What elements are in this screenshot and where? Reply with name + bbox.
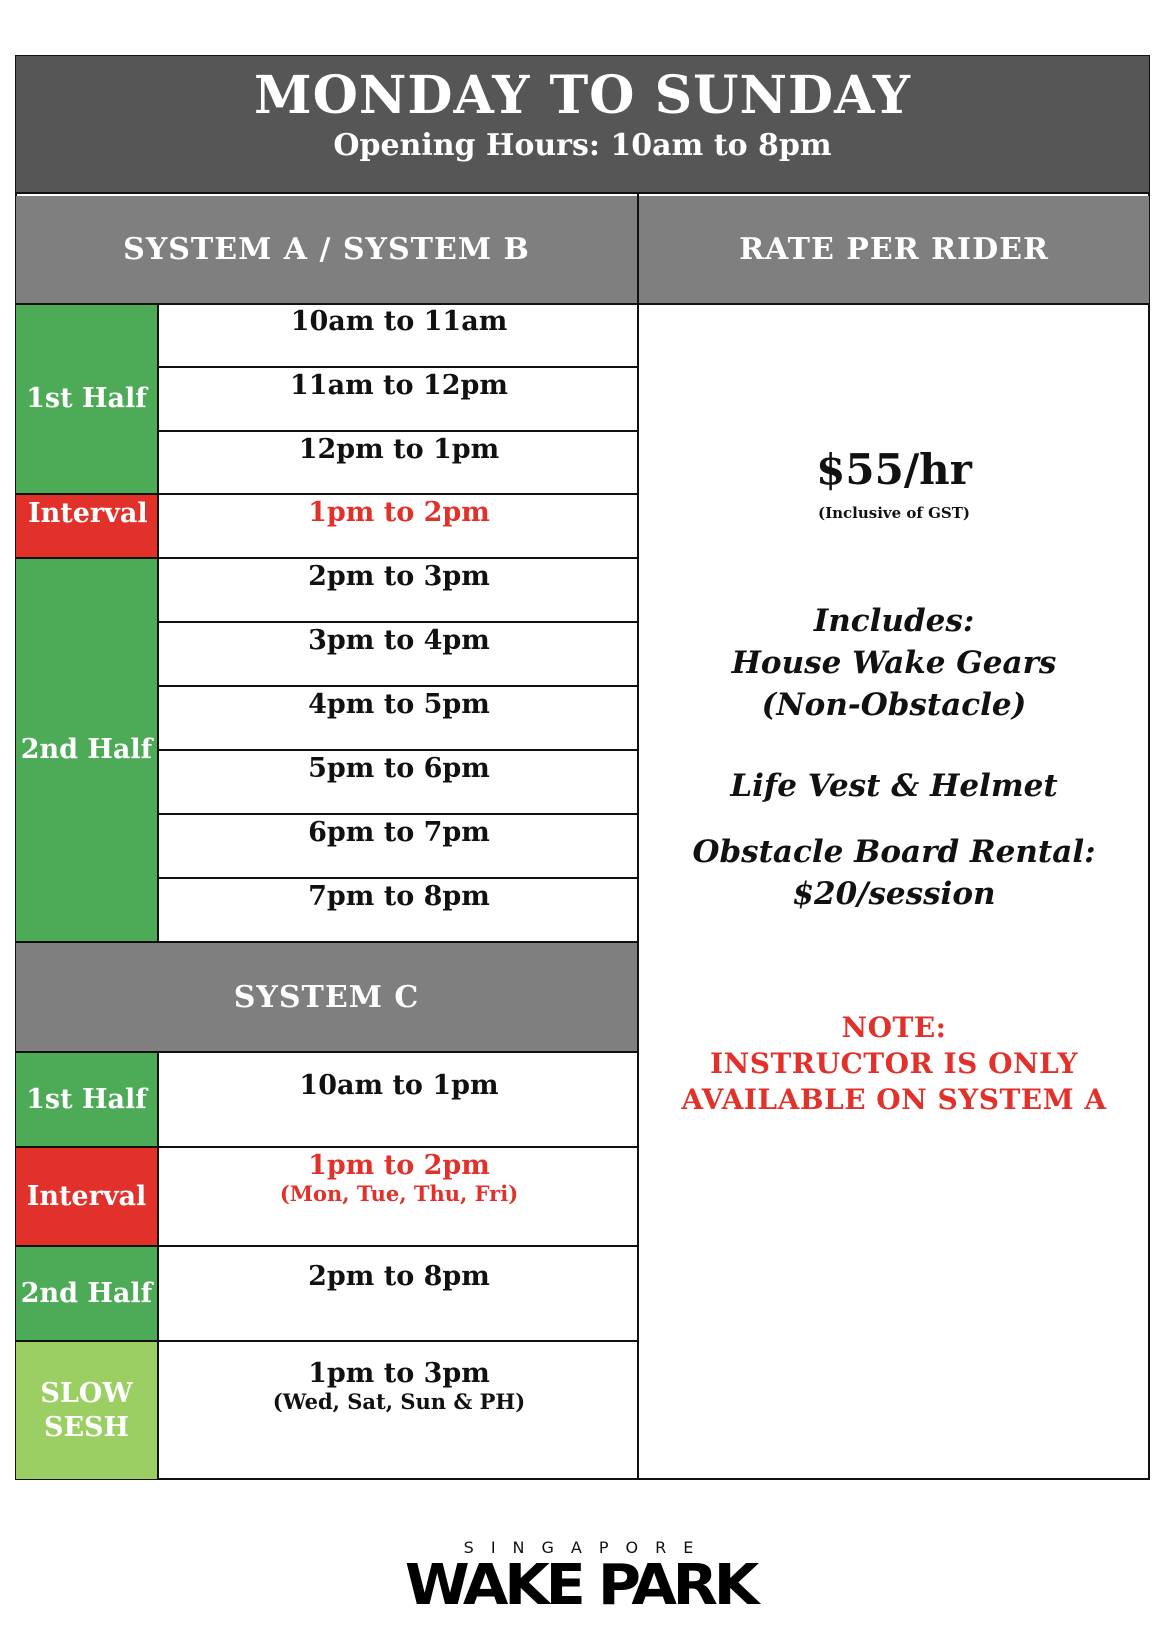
note-line-1: INSTRUCTOR IS ONLY xyxy=(710,1047,1078,1080)
c-first-half-time: 10am to 1pm xyxy=(299,1070,499,1101)
schedule-banner xyxy=(16,56,1149,194)
c-interval-time xyxy=(160,1150,638,1207)
header-divider xyxy=(16,303,1149,305)
ab-interval-label: Interval xyxy=(16,495,157,557)
rate-header: RATE PER RIDER xyxy=(639,196,1149,303)
rental-label: Obstacle Board Rental: xyxy=(692,834,1096,870)
time-slot: 11am to 12pm xyxy=(290,370,508,401)
row-line xyxy=(159,430,637,432)
row-line xyxy=(16,1245,637,1247)
c-second-half-time: 2pm to 8pm xyxy=(308,1261,490,1292)
time-slot: 4pm to 5pm xyxy=(308,689,490,720)
c-label-divider xyxy=(157,1053,159,1479)
row-line xyxy=(16,1340,637,1342)
singapore-wake-park-logo xyxy=(380,1538,780,1628)
note-line-2: AVAILABLE ON SYSTEM A xyxy=(681,1083,1107,1116)
ab-second-half-label: 2nd Half xyxy=(16,559,157,941)
time-slot: 10am to 11am xyxy=(290,306,508,337)
time-slot: 2pm to 3pm xyxy=(308,561,490,592)
row-line xyxy=(159,813,637,815)
logo-top-text: SINGAPORE xyxy=(463,1538,711,1557)
includes-vest: Life Vest & Helmet xyxy=(730,768,1058,804)
time-slot: 5pm to 6pm xyxy=(308,753,490,784)
system-c-header: SYSTEM C xyxy=(16,943,637,1051)
slow-label: SLOW xyxy=(40,1377,133,1409)
includes-gear: House Wake Gears xyxy=(731,645,1057,681)
instructor-note xyxy=(640,1010,1148,1118)
includes-heading: Includes: xyxy=(813,603,975,639)
note-heading: NOTE: xyxy=(841,1011,947,1044)
row-line xyxy=(159,877,637,879)
row-line xyxy=(159,685,637,687)
c-slow-days: (Wed, Sat, Sun & PH) xyxy=(272,1389,526,1414)
row-line xyxy=(159,621,637,623)
c-second-half-label: 2nd Half xyxy=(16,1247,157,1340)
time-slot: 7pm to 8pm xyxy=(308,881,490,912)
row-line xyxy=(16,493,637,495)
time-slot-interval: 1pm to 2pm xyxy=(308,497,490,528)
c-slow-sesh-label xyxy=(16,1342,157,1479)
system-ab-header: SYSTEM A / SYSTEM B xyxy=(16,196,637,303)
c-first-half-label: 1st Half xyxy=(16,1053,157,1146)
c-slow-sesh-time xyxy=(160,1358,638,1415)
c-interval-hours: 1pm to 2pm xyxy=(308,1150,490,1181)
sesh-label: SESH xyxy=(43,1411,130,1443)
opening-hours: Opening Hours: 10am to 8pm xyxy=(333,128,832,163)
rate-gst-note: (Inclusive of GST) xyxy=(818,504,970,522)
rate-price: $55/hr xyxy=(816,445,972,494)
includes-non-obstacle: (Non-Obstacle) xyxy=(761,687,1027,723)
time-slot: 12pm to 1pm xyxy=(298,434,500,465)
logo-main-text: WAKE PARK xyxy=(404,1553,756,1618)
rental-price: $20/session xyxy=(792,876,996,912)
ab-label-divider xyxy=(157,305,159,943)
row-line xyxy=(16,1146,637,1148)
c-interval-days: (Mon, Tue, Thu, Fri) xyxy=(279,1181,519,1206)
row-line xyxy=(16,557,637,559)
time-slot: 6pm to 7pm xyxy=(308,817,490,848)
c-slow-hours: 1pm to 3pm xyxy=(308,1358,490,1389)
time-slot: 3pm to 4pm xyxy=(308,625,490,656)
c-interval-label: Interval xyxy=(16,1148,157,1245)
page-title: MONDAY TO SUNDAY xyxy=(254,65,911,126)
row-line xyxy=(159,749,637,751)
row-line xyxy=(159,366,637,368)
ab-first-half-label: 1st Half xyxy=(16,305,157,493)
